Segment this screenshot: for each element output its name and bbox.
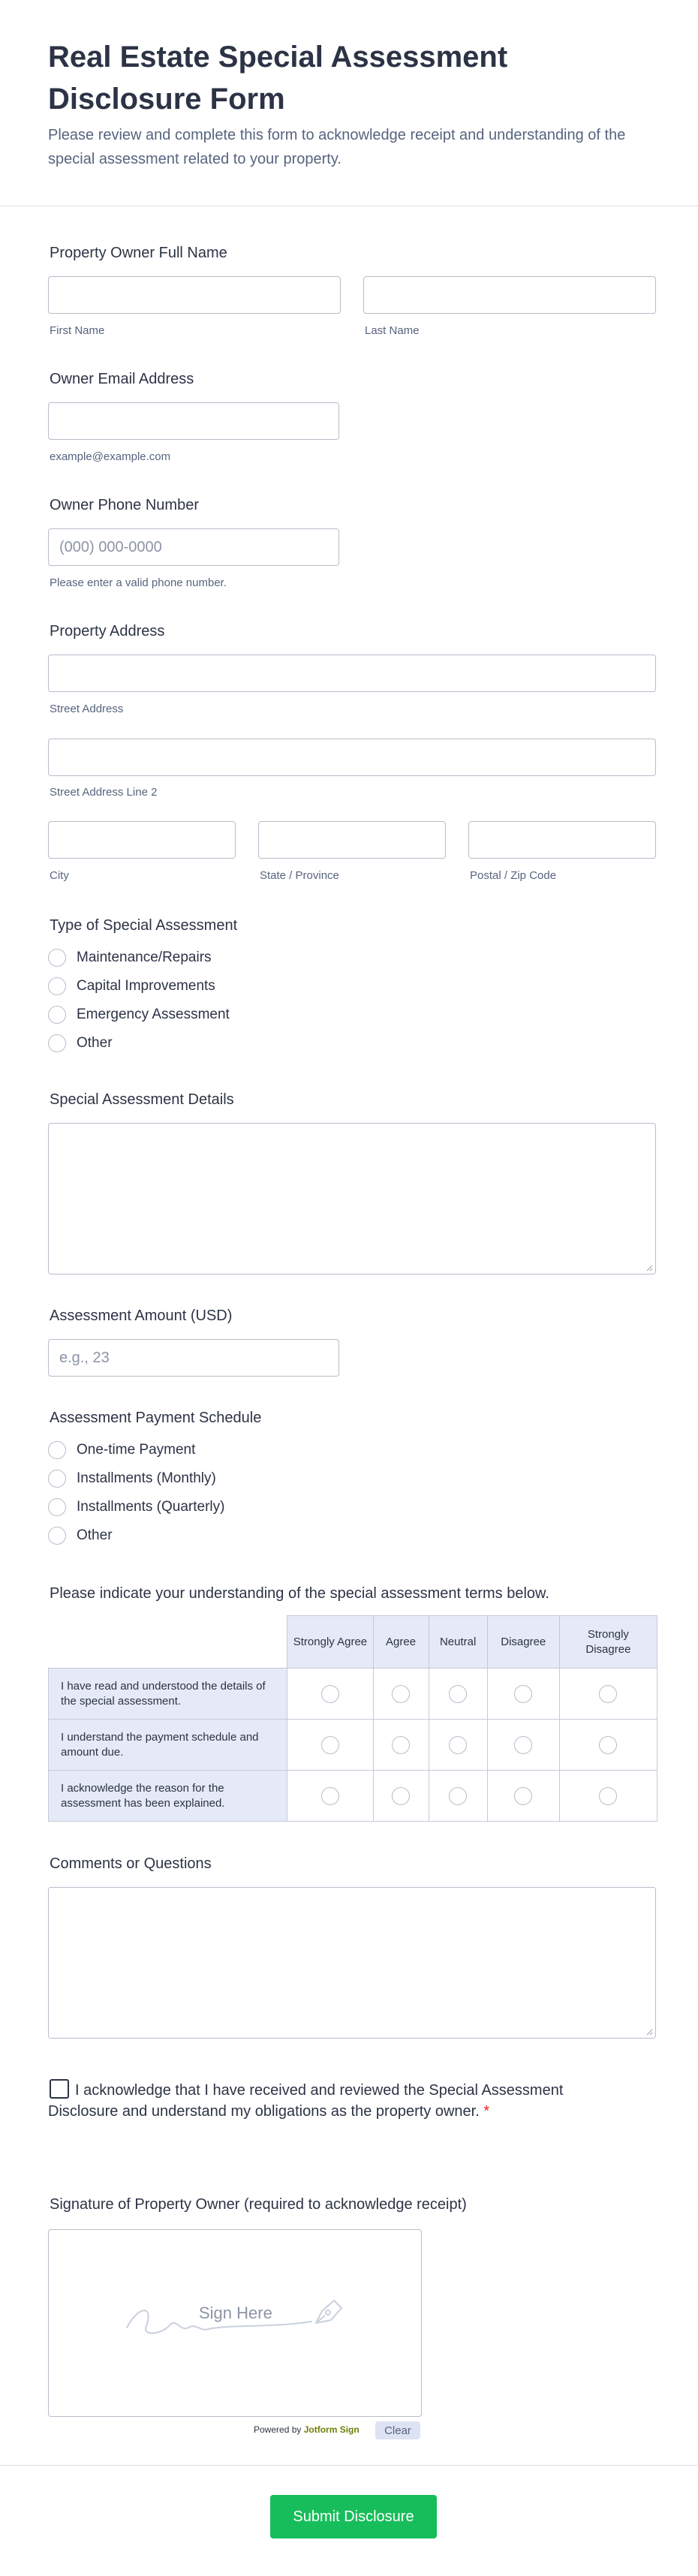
form-subtitle: Please review and complete this form to acknowledge receipt and understanding of the special assessment related to your property. [48,127,626,167]
required-mark: * [483,2103,490,2120]
schedule-label: Assessment Payment Schedule [50,1410,262,1426]
radio-circle-icon[interactable] [514,1685,532,1703]
state-input[interactable] [258,821,446,859]
form-header [0,0,698,171]
radio-circle-icon[interactable] [449,1685,467,1703]
resize-grip-icon[interactable] [645,2028,653,2036]
sign-here-text: Sign Here [199,2304,272,2322]
matrix-column-header: Agree [373,1616,429,1669]
schedule-option[interactable] [48,1527,113,1545]
matrix-cell[interactable] [287,1669,373,1720]
matrix-row [49,1720,657,1771]
state-sublabel: State / Province [260,869,339,882]
pen-nib-icon [311,2298,344,2328]
radio-circle-icon[interactable] [48,1527,66,1545]
understanding-matrix [48,1615,657,1822]
matrix-row-label: I acknowledge the reason for the assessment has been explained. [49,1771,287,1822]
comments-textarea[interactable] [48,1887,656,2039]
city-input[interactable] [48,821,236,859]
radio-circle-icon[interactable] [48,1441,66,1459]
comments-label: Comments or Questions [50,1855,212,1872]
details-label: Special Assessment Details [50,1091,234,1108]
footer-divider [0,2465,698,2466]
radio-circle-icon[interactable] [392,1685,410,1703]
option-label: Other [77,1527,113,1543]
matrix-column-header: Neutral [429,1616,487,1669]
details-textarea[interactable] [48,1123,656,1274]
option-label: One-time Payment [77,1442,196,1458]
radio-circle-icon[interactable] [392,1787,410,1805]
radio-circle-icon[interactable] [449,1736,467,1754]
form-title: Real Estate Special Assessment Disclosure Form [48,41,508,116]
street-address-sublabel: Street Address [50,703,124,715]
radio-circle-icon[interactable] [48,1498,66,1516]
zip-sublabel: Postal / Zip Code [470,869,557,882]
matrix-cell[interactable] [287,1771,373,1822]
matrix-corner [49,1616,287,1669]
matrix-column-header: Strongly Agree [287,1616,373,1669]
matrix-row-label: I understand the payment schedule and amount due. [49,1720,287,1771]
option-label: Other [77,1035,113,1051]
radio-circle-icon[interactable] [48,977,66,995]
matrix-header-row [49,1616,657,1669]
option-label: Emergency Assessment [77,1007,230,1022]
acknowledge-checkbox-row[interactable] [48,2079,573,2122]
city-sublabel: City [50,869,69,882]
matrix-cell[interactable] [487,1720,559,1771]
email-sublabel: example@example.com [50,450,171,463]
radio-circle-icon[interactable] [449,1787,467,1805]
schedule-option[interactable] [48,1470,216,1488]
assessment-type-option[interactable] [48,949,212,967]
signature-label: Signature of Property Owner (required to acknowledge receipt) [50,2196,467,2213]
matrix-label: Please indicate your understanding of the special assessment terms below. [50,1585,549,1602]
radio-circle-icon[interactable] [321,1736,339,1754]
radio-circle-icon[interactable] [599,1685,617,1703]
radio-circle-icon[interactable] [321,1685,339,1703]
email-input[interactable] [48,402,339,440]
option-label: Capital Improvements [77,978,215,994]
schedule-option[interactable] [48,1498,224,1516]
owner-name-label: Property Owner Full Name [50,245,227,261]
radio-circle-icon[interactable] [321,1787,339,1805]
powered-by [254,2424,360,2435]
amount-label: Assessment Amount (USD) [50,1308,233,1324]
schedule-option[interactable] [48,1441,195,1459]
matrix-cell[interactable] [373,1669,429,1720]
matrix-cell[interactable] [429,1771,487,1822]
acknowledge-checkbox[interactable] [50,2079,69,2099]
phone-input[interactable]: (000) 000-0000 [48,528,339,566]
last-name-input[interactable] [363,276,656,314]
assessment-type-option[interactable] [48,1034,113,1052]
assessment-type-option[interactable] [48,977,215,995]
matrix-row-label: I have read and understood the details of the special assessment. [49,1669,287,1720]
matrix-row [49,1771,657,1822]
first-name-sublabel: First Name [50,324,105,337]
email-label: Owner Email Address [50,371,194,387]
phone-sublabel: Please enter a valid phone number. [50,576,227,589]
matrix-cell[interactable] [373,1720,429,1771]
zip-input[interactable] [468,821,656,859]
matrix-column-header: Strongly Disagree [559,1616,657,1669]
clear-signature-button[interactable]: Clear [375,2421,420,2439]
matrix-cell[interactable] [559,1771,657,1822]
radio-circle-icon[interactable] [599,1787,617,1805]
powered-brand: Jotform Sign [303,2424,360,2435]
option-label: Installments (Quarterly) [77,1499,225,1515]
signature-pad[interactable] [48,2229,422,2417]
amount-input[interactable]: e.g., 23 [48,1339,339,1377]
matrix-cell[interactable] [287,1720,373,1771]
radio-circle-icon[interactable] [392,1736,410,1754]
matrix-row [49,1669,657,1720]
phone-label: Owner Phone Number [50,497,199,513]
option-label: Installments (Monthly) [77,1470,216,1486]
address-label: Property Address [50,623,165,639]
matrix-cell[interactable] [429,1720,487,1771]
radio-circle-icon[interactable] [48,1034,66,1052]
street-address-line2-sublabel: Street Address Line 2 [50,786,158,799]
street-address-line2-input[interactable] [48,739,656,776]
street-address-input[interactable] [48,655,656,692]
radio-circle-icon[interactable] [48,1006,66,1024]
assessment-type-option[interactable] [48,1006,230,1024]
matrix-cell[interactable] [373,1771,429,1822]
matrix-cell[interactable] [559,1669,657,1720]
first-name-input[interactable] [48,276,341,314]
matrix-cell[interactable] [559,1720,657,1771]
last-name-sublabel: Last Name [365,324,420,337]
submit-button[interactable]: Submit Disclosure [270,2495,437,2538]
matrix-cell[interactable] [487,1771,559,1822]
powered-prefix: Powered by [254,2424,302,2435]
assessment-type-label: Type of Special Assessment [50,917,238,934]
matrix-column-header: Disagree [487,1616,559,1669]
matrix-cell[interactable] [487,1669,559,1720]
option-label: Maintenance/Repairs [77,949,212,965]
matrix-cell[interactable] [429,1669,487,1720]
radio-circle-icon[interactable] [599,1736,617,1754]
resize-grip-icon[interactable] [645,1264,653,1271]
acknowledge-text: I acknowledge that I have received and reviewed the Special Assessment Disclosure and understand my obligations as the property owner. [48,2082,564,2120]
radio-circle-icon[interactable] [514,1736,532,1754]
radio-circle-icon[interactable] [514,1787,532,1805]
radio-circle-icon[interactable] [48,1470,66,1488]
radio-circle-icon[interactable] [48,949,66,967]
